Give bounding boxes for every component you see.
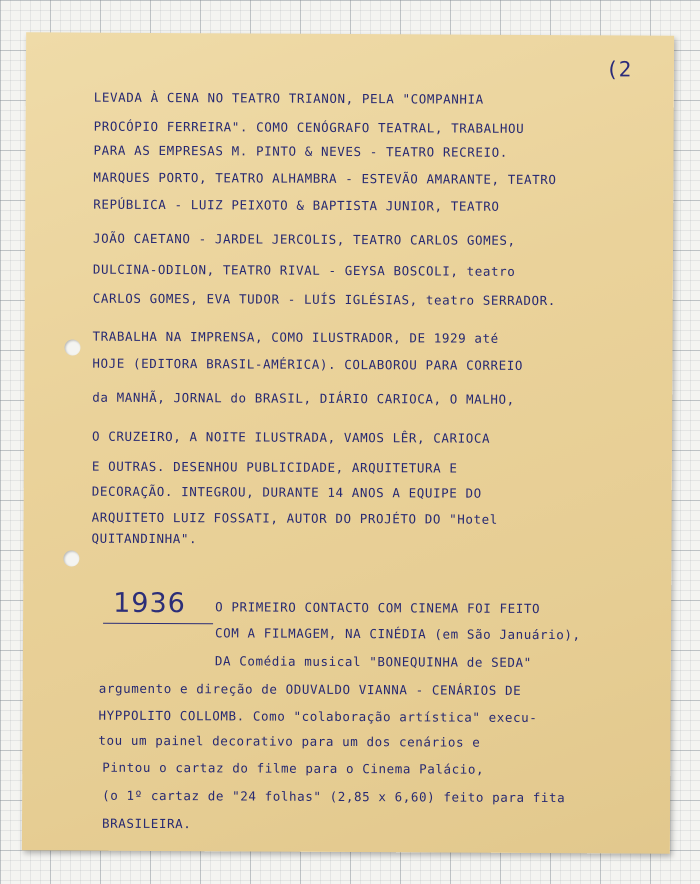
text-line: HOJE (EDITORA BRASIL-AMÉRICA). COLABOROU PARA CORREIO [92,355,524,373]
text-line: REPÚBLICA - LUIZ PEIXOTO & BAPTISTA JUNIOR, TEATRO [93,196,500,214]
text-line: E OUTRAS. DESENHOU PUBLICIDADE, ARQUITETURA E [91,458,458,476]
text-line: tou um painel decorativo para um dos cenários e [98,732,481,750]
text-line: Pintou o cartaz do filme para o Cinema Palácio, [102,759,485,777]
text-line: PROCÓPIO FERREIRA". COMO CENÓGRAFO TEATRAL, TRABALHOU [93,118,525,136]
text-line: TRABALHA NA IMPRENSA, COMO ILUSTRADOR, DE 1929 até [92,328,499,346]
text-line: O CRUZEIRO, A NOITE ILUSTRADA, VAMOS LÊR, CARIOCA [91,428,491,446]
text-line: MARQUES PORTO, TEATRO ALHAMBRA - ESTEVÃO AMARANTE, TEATRO [93,169,557,188]
text-line: O PRIMEIRO CONTACTO COM CINEMA FOI FEITO [215,599,541,617]
text-line: DA Comédia musical "BONEQUINHA de SEDA" [214,653,532,670]
year-underline [103,623,213,625]
year-heading: 1936 [113,587,186,620]
text-line: argumento e direção de ODUVALDO VIANNA - CENÁRIOS DE [98,680,522,698]
text-line: DECORAÇÃO. INTEGROU, DURANTE 14 ANOS A EQUIPE DO [91,483,482,501]
text-line: HYPPOLITO COLLOMB. Como "colaboração artística" execu- [98,707,538,725]
text-line: ARQUITETO LUIZ FOSSATI, AUTOR DO PROJÉTO DO "Hotel [91,509,498,527]
text-line: CARLOS GOMES, EVA TUDOR - LUÍS IGLÉSIAS, teatro SERRADOR. [92,290,556,309]
punch-hole [63,551,79,567]
text-line: BRASILEIRA. [101,815,192,832]
text-line: QUITANDINHA". [91,530,198,547]
page-number: (2 [605,57,632,82]
text-line: COM A FILMAGEM, NA CINÉDIA (em São Januário), [214,625,581,643]
text-line: (o 1º cartaz de "24 folhas" (2,85 x 6,60) feito para fita [102,787,566,806]
punch-hole [64,340,80,356]
text-line: DULCINA-ODILON, TEATRO RIVAL - GEYSA BOSCOLI, teatro [92,261,516,279]
manuscript-page [22,32,674,853]
text-line: JOÃO CAETANO - JARDEL JERCOLIS, TEATRO CARLOS GOMES, [93,230,516,248]
text-line: PARA AS EMPRESAS M. PINTO & NEVES - TEATRO RECREIO. [93,142,508,160]
text-line: da MANHÃ, JORNAL do BRASIL, DIÁRIO CARIOCA, O MALHO, [92,389,515,407]
text-line: LEVADA À CENA NO TEATRO TRIANON, PELA "COMPANHIA [93,89,484,107]
